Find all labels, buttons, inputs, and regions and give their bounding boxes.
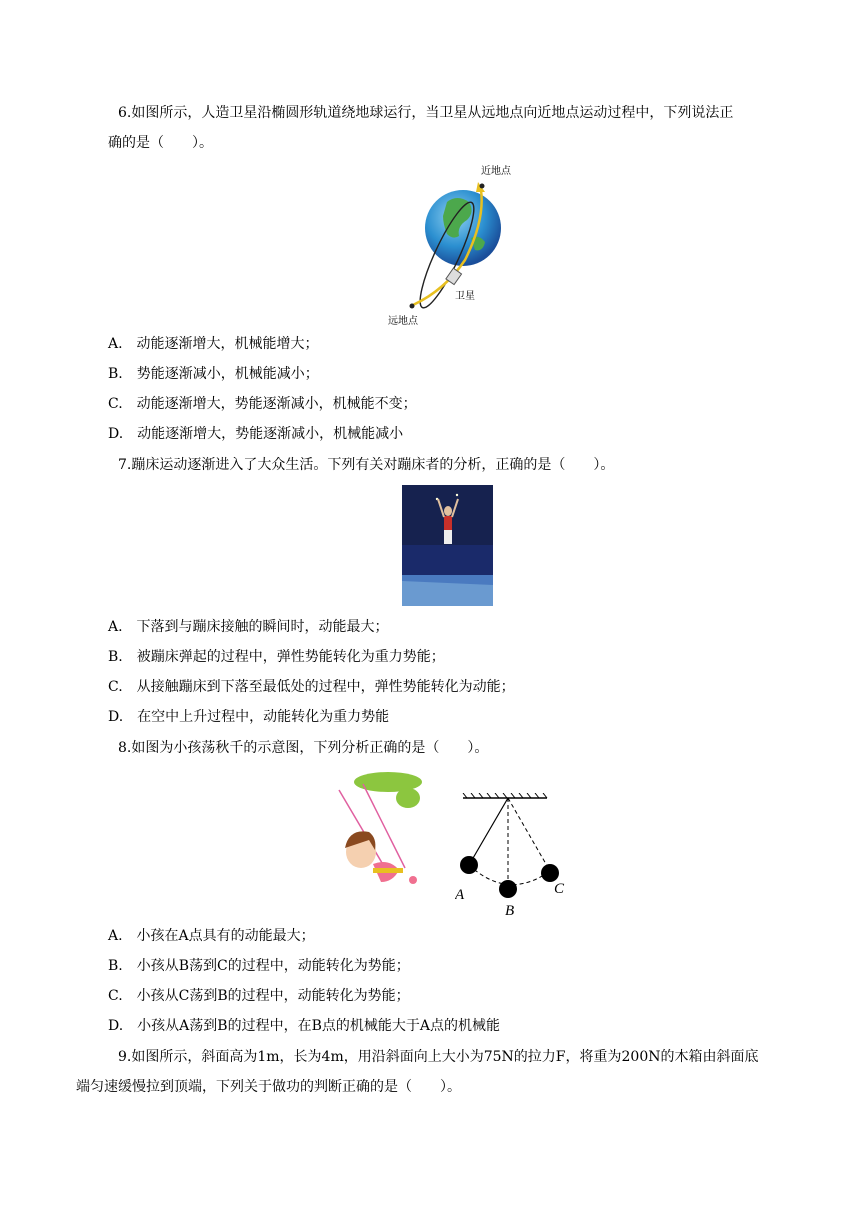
q7-option-a: A. 下落到与蹦床接触的瞬间时，动能最大； <box>108 619 389 635</box>
q6-stem-line2: 确的是（ ）。 <box>108 135 213 151</box>
pendulum-ball-c <box>541 864 559 882</box>
pendulum-ball-a <box>460 856 478 874</box>
satellite-label: 卫星 <box>455 291 475 302</box>
q9-stem-line1: 9.如图所示，斜面高为1m，长为4m，用沿斜面向上大小为75N的拉力F，将重为200N的木箱由斜面底 <box>118 1049 759 1065</box>
q8-option-b: B. 小孩从B荡到C的过程中，动能转化为势能； <box>108 958 410 974</box>
q6-option-a: A. 动能逐渐增大，机械能增大； <box>108 336 319 352</box>
q6-option-b: B. 势能逐渐减小，机械能减小； <box>108 366 319 382</box>
q7-option-b: B. 被蹦床弹起的过程中，弹性势能转化为重力势能； <box>108 649 445 665</box>
perigee-label: 近地点 <box>481 166 511 177</box>
q8-stem: 8.如图为小孩荡秋千的示意图，下列分析正确的是（ ）。 <box>118 740 489 756</box>
q8-option-a: A. 小孩在A点具有的动能最大； <box>108 928 315 944</box>
label-a: A <box>455 887 465 903</box>
label-c: C <box>554 881 565 897</box>
q9-stem-line2: 端匀速缓慢拉到顶端，下列关于做功的判断正确的是（ ）。 <box>76 1079 461 1095</box>
q8-option-c: C. 小孩从C荡到B的过程中，动能转化为势能； <box>108 988 410 1004</box>
pendulum-diagram <box>455 793 575 921</box>
q6-stem-line1: 6.如图所示，人造卫星沿椭圆形轨道绕地球运行，当卫星从远地点向近地点运动过程中，下列说法正 <box>118 105 734 121</box>
q6-option-d: D. 动能逐渐增大，势能逐渐减小，机械能减小 <box>108 426 404 442</box>
apogee-label: 远地点 <box>388 316 418 327</box>
q7-stem: 7.蹦床运动逐渐进入了大众生活。下列有关对蹦床者的分析，正确的是（ ）。 <box>118 457 615 473</box>
satellite-orbit-figure <box>385 160 520 332</box>
q8-option-d: D. 小孩从A荡到B的过程中，在B点的机械能大于A点的机械能 <box>108 1018 500 1034</box>
trampoline-photo <box>402 485 493 606</box>
q6-option-c: C. 动能逐渐增大，势能逐渐减小，机械能不变； <box>108 396 417 412</box>
label-b: B <box>505 903 515 919</box>
pendulum-ball-b <box>499 880 517 898</box>
athlete-icon <box>444 506 452 516</box>
q7-option-d: D. 在空中上升过程中，动能转化为重力势能 <box>108 709 390 725</box>
swing-girl-illustration <box>333 768 425 896</box>
q7-option-c: C. 从接触蹦床到下落至最低处的过程中，弹性势能转化为动能； <box>108 679 515 695</box>
